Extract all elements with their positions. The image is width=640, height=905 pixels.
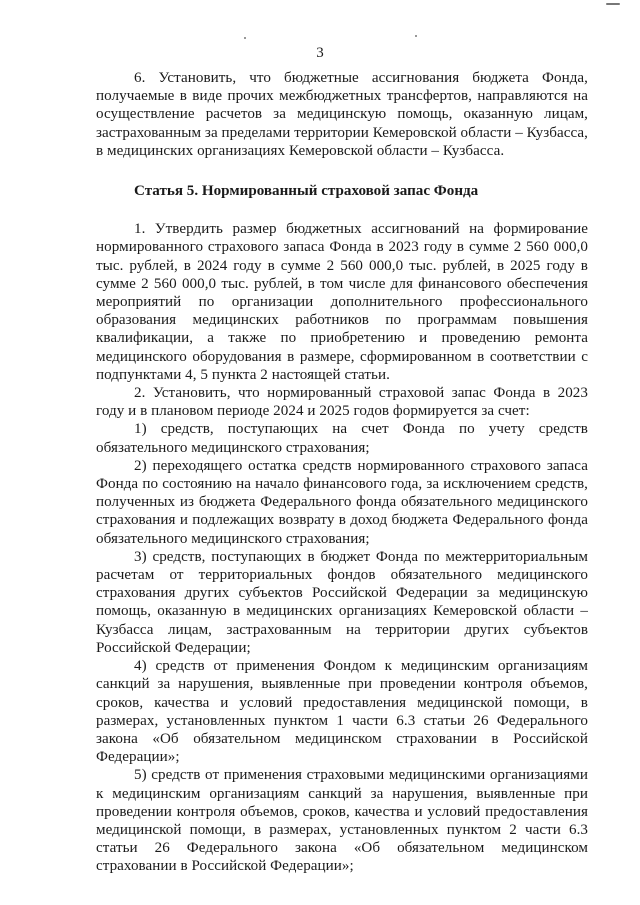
subparagraph-3: 3) средств, поступающих в бюджет Фонда по межтерриториальным расчетам от территориальных фондов обязательного медицинского страхования других субъектов Российской Федерации за медицинскую помощь, оказанную в медицинских организациях Кемеровской области – Кузбасса лицам, застрахованным на территории других субъектов Российской Федерации; [96,548,588,656]
scan-speck [244,37,246,39]
paragraph-6: 6. Установить, что бюджетные ассигнования бюджета Фонда, получаемые в виде прочих межбюджетных трансфертов, направляются на осуществление расчетов за медицинскую помощь, оказанную лицам, застрахованным за пределами территории Кемеровской области – Кузбасса, в медицинских организациях Кемеровской области – Кузбасса. [96,70,588,159]
subparagraph-1: 1) средств, поступающих на счет Фонда по учету средств обязательного медицинского страхования; [96,421,588,456]
subparagraph-5: 5) средств от применения страховыми медицинскими организациями к медицинским организациям санкций за нарушения, выявленные при проведении контроля объемов, сроков, качества и условий предоставления медицинской помощи, в размерах, установленных пунктом 2 части 6.3 статьи 26 Федерального закона «Об обязательном медицинском страховании в Российской Федерации»; [96,767,588,875]
document-body [96,69,588,876]
article-heading: Статья 5. Нормированный страховой запас Фонда [134,183,479,200]
scan-speck [606,3,620,5]
subparagraph-4: 4) средств от применения Фондом к медицинским организациям санкций за нарушения, выявленные при проведении контроля объемов, сроков, качества и условий предоставления медицинской помощи, в размерах, установленных пунктом 1 части 6.3 статьи 26 Федерального закона «Об обязательном медицинском страховании в Российской Федерации»; [96,658,588,766]
subparagraph-2: 2) переходящего остатка средств нормированного страхового запаса Фонда по состоянию на начало финансового года, за исключением средств, полученных из бюджета Федерального фонда обязательного медицинского страхования и подлежащих возврату в доход бюджета Федерального фонда обязательного медицинского страхования; [96,457,588,547]
paragraph-2: 2. Установить, что нормированный страховой запас Фонда в 2023 году и в плановом периоде 2024 и 2025 годов формируется за счет: [96,385,588,420]
page-number: 3 [316,45,324,61]
scan-speck [415,35,417,37]
paragraph-1: 1. Утвердить размер бюджетных ассигнований на формирование нормированного страхового запаса Фонда в 2023 году в сумме 2 560 000,0 тыс. рублей, в 2024 году в сумме 2 560 000,0 тыс. рублей, в 2025 году в сумме 2 560 000,0 тыс. рублей, в том числе для финансового обеспечения мероприятий по организации дополнительного профессионального образования медицинских работников по программам повышения квалификации, а также по приобретению и проведению ремонта медицинского оборудования в размере, сформированном в соответствии с подпунктами 4, 5 пункта 2 настоящей статьи. [96,221,588,383]
